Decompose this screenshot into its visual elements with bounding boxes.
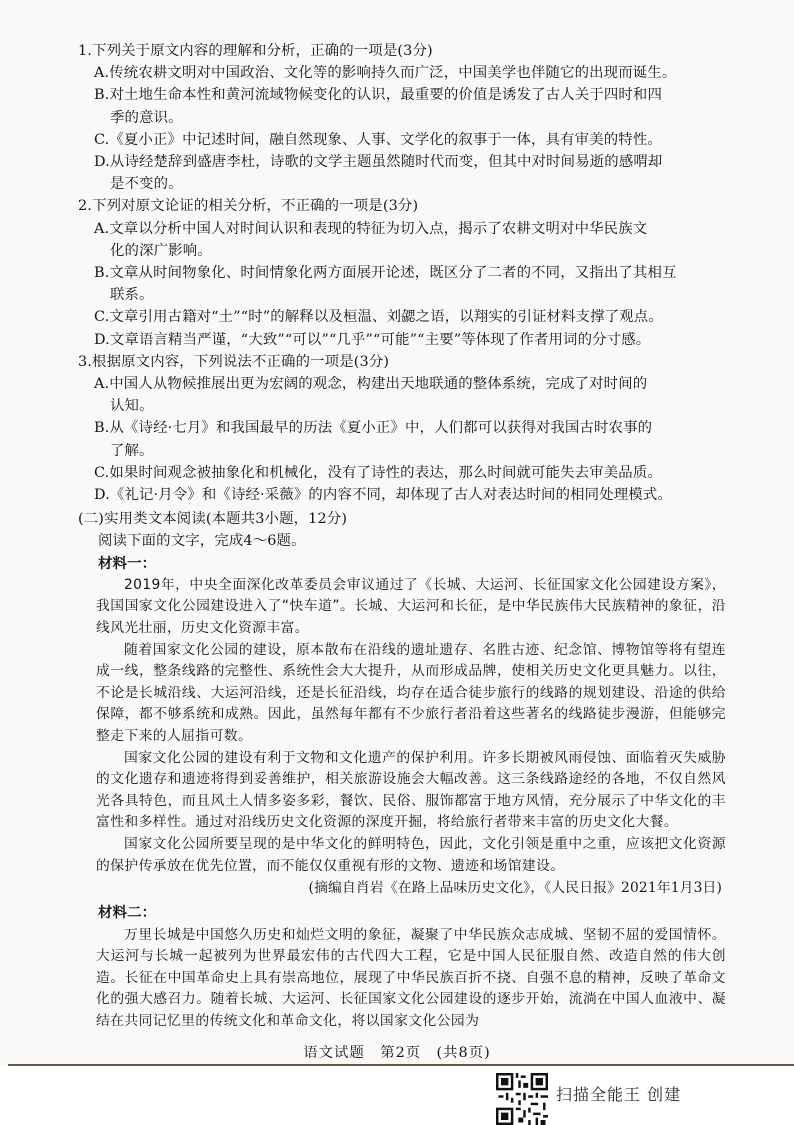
page-footer: 语文试题 第2页 (共8页)	[303, 1045, 491, 1061]
option-c: C.如果时间观念被抽象化和机械化，没有了诗性的表达，那么时间就可能失去审美品质。	[94, 464, 662, 481]
option-d: D.文章语言精当严谨，“大致”“可以”“几乎”“可能”“主要”等体现了作者用词的分寸感。	[94, 331, 651, 348]
option-c: C.文章引用古籍对“土”“时”的解释以及桓温、刘勰之语，以翔实的引证材料支撑了观点。	[94, 309, 663, 326]
material-1-paragraph: 2019年，中央全面深化改革委员会审议通过了《长城、大运河、长征国家文化公园建设方案》，我国国家文化公园建设进入了“快车道”。长城、大运河和长征，是中华民族伟大民族精神的象征，沿线风光壮丽，历史文化资源丰富。	[96, 576, 726, 637]
material-1-paragraph: 国家文化公园所要呈现的是中华文化的鲜明特色，因此，文化引领是重中之重，应该把文化资源的保护传承放在优先位置，而不能仅仅重视有形的文物、遗迹和场馆建设。	[96, 836, 726, 874]
option-b-continued: 了解。	[110, 442, 154, 459]
option-a: A.传统农耕文明对中国政治、文化等的影响持久而广泛，中国美学也伴随它的出现而诞生。	[94, 65, 677, 82]
option-d: D.《礼记·月令》和《诗经·采薇》的内容不同，却体现了古人对表达时间的相同处理模式。	[94, 487, 672, 504]
question-stem: 3.根据原文内容，下列说法不正确的一项是(3分)	[78, 353, 390, 370]
option-b: B.从《诗经·七月》和我国最早的历法《夏小正》中，人们都可以获得对我国古时农事的	[94, 420, 653, 437]
option-a: A.文章以分析中国人对时间认识和表现的特征为切入点，揭示了农耕文明对中华民族文	[94, 220, 648, 237]
question-3	[78, 351, 726, 506]
option-b: B.对土地生命本性和黄河流域物候变化的认识，最重要的价值是诱发了古人关于四时和四	[94, 87, 662, 104]
option-b-continued: 季的意识。	[110, 109, 183, 126]
scanner-brand-label: 扫描全能王 创建	[556, 1085, 682, 1104]
material-2-paragraph: 万里长城是中国悠久历史和灿烂文明的象征，凝聚了中华民族众志成城、坚韧不屈的爱国情怀。大运河与长城一起被列为世界最宏伟的古代四大工程，它是中国人民征服自然、改造自然的伟大创造。长征在中国革命史上具有崇高地位，展现了中华民族百折不挠、自强不息的精神，反映了革命文化的强大感召力。随着长城、大运河、长征国家文化公园建设的逐步开始，流淌在中国人血液中、凝结在共同记忆里的传统文化和革命文化，将以国家文化公园为	[96, 926, 726, 1029]
material-1-source: (摘编自肖岩《在路上品味历史文化》，《人民日报》2021年1月3日)	[308, 880, 722, 897]
option-d-continued: 是不变的。	[110, 176, 183, 193]
section-intro: 阅读下面的文字，完成4～6题。	[98, 533, 306, 550]
page-content	[78, 40, 726, 1033]
scanner-watermark-band	[0, 1066, 794, 1124]
option-b: B.文章从时间物象化、时间情象化两方面展开论述，既区分了二者的不同，又指出了其相互	[94, 265, 677, 282]
option-d: D.从诗经楚辞到盛唐李杜，诗歌的文学主题虽然随时代而变，但其中对时间易逝的感喟却	[94, 154, 663, 171]
qr-code-icon	[496, 1073, 548, 1125]
question-2	[78, 195, 726, 350]
option-c: C.《夏小正》中记述时间，融自然现象、人事、文学化的叙事于一体，具有审美的特性。	[94, 131, 662, 148]
material-1-heading: 材料一：	[98, 554, 157, 572]
question-stem: 2.下列对原文论证的相关分析，不正确的一项是(3分)	[78, 198, 419, 215]
option-a-continued: 化的深广影响。	[110, 242, 212, 259]
option-b-continued: 联系。	[110, 287, 154, 304]
question-1	[78, 40, 726, 195]
material-1-paragraph: 随着国家文化公园的建设，原本散布在沿线的遗址遗存、名胜古迹、纪念馆、博物馆等将有望连成一线，整条线路的完整性、系统性会大大提升，从而形成品牌，使相关历史文化更具魅力。以往，不论是长城沿线、大运河沿线，还是长征沿线，均存在适合徒步旅行的线路的规划建设、沿途的供给保障，都不够系统和成熟。因此，虽然每年都有不少旅行者沿着这些著名的线路徒步漫游，但能够完整走下来的人屈指可数。	[96, 641, 726, 745]
section-title: (二)实用类文本阅读(本题共3小题，12分)	[78, 511, 348, 528]
option-a: A.中国人从物候推展出更为宏阔的观念，构建出天地联通的整体系统，完成了对时间的	[94, 376, 648, 393]
option-a-continued: 认知。	[110, 398, 154, 415]
material-1-paragraph: 国家文化公园的建设有利于文物和文化遗产的保护利用。许多长期被风雨侵蚀、面临着灭失威胁的文化遗存和遗迹将得到妥善维护，相关旅游设施会大幅改善。这三条线路途经的各地，不仅自然风光各具特色，而且风土人情多姿多彩，餐饮、民俗、服饰都富于地方风情，充分展示了中华文化的丰富性和多样性。通过对沿线历史文化资源的深度开掘，将给旅行者带来丰富的历史文化大餐。	[96, 749, 726, 831]
question-stem: 1.下列关于原文内容的理解和分析，正确的一项是(3分)	[78, 43, 433, 59]
material-2-heading: 材料二：	[98, 904, 157, 922]
